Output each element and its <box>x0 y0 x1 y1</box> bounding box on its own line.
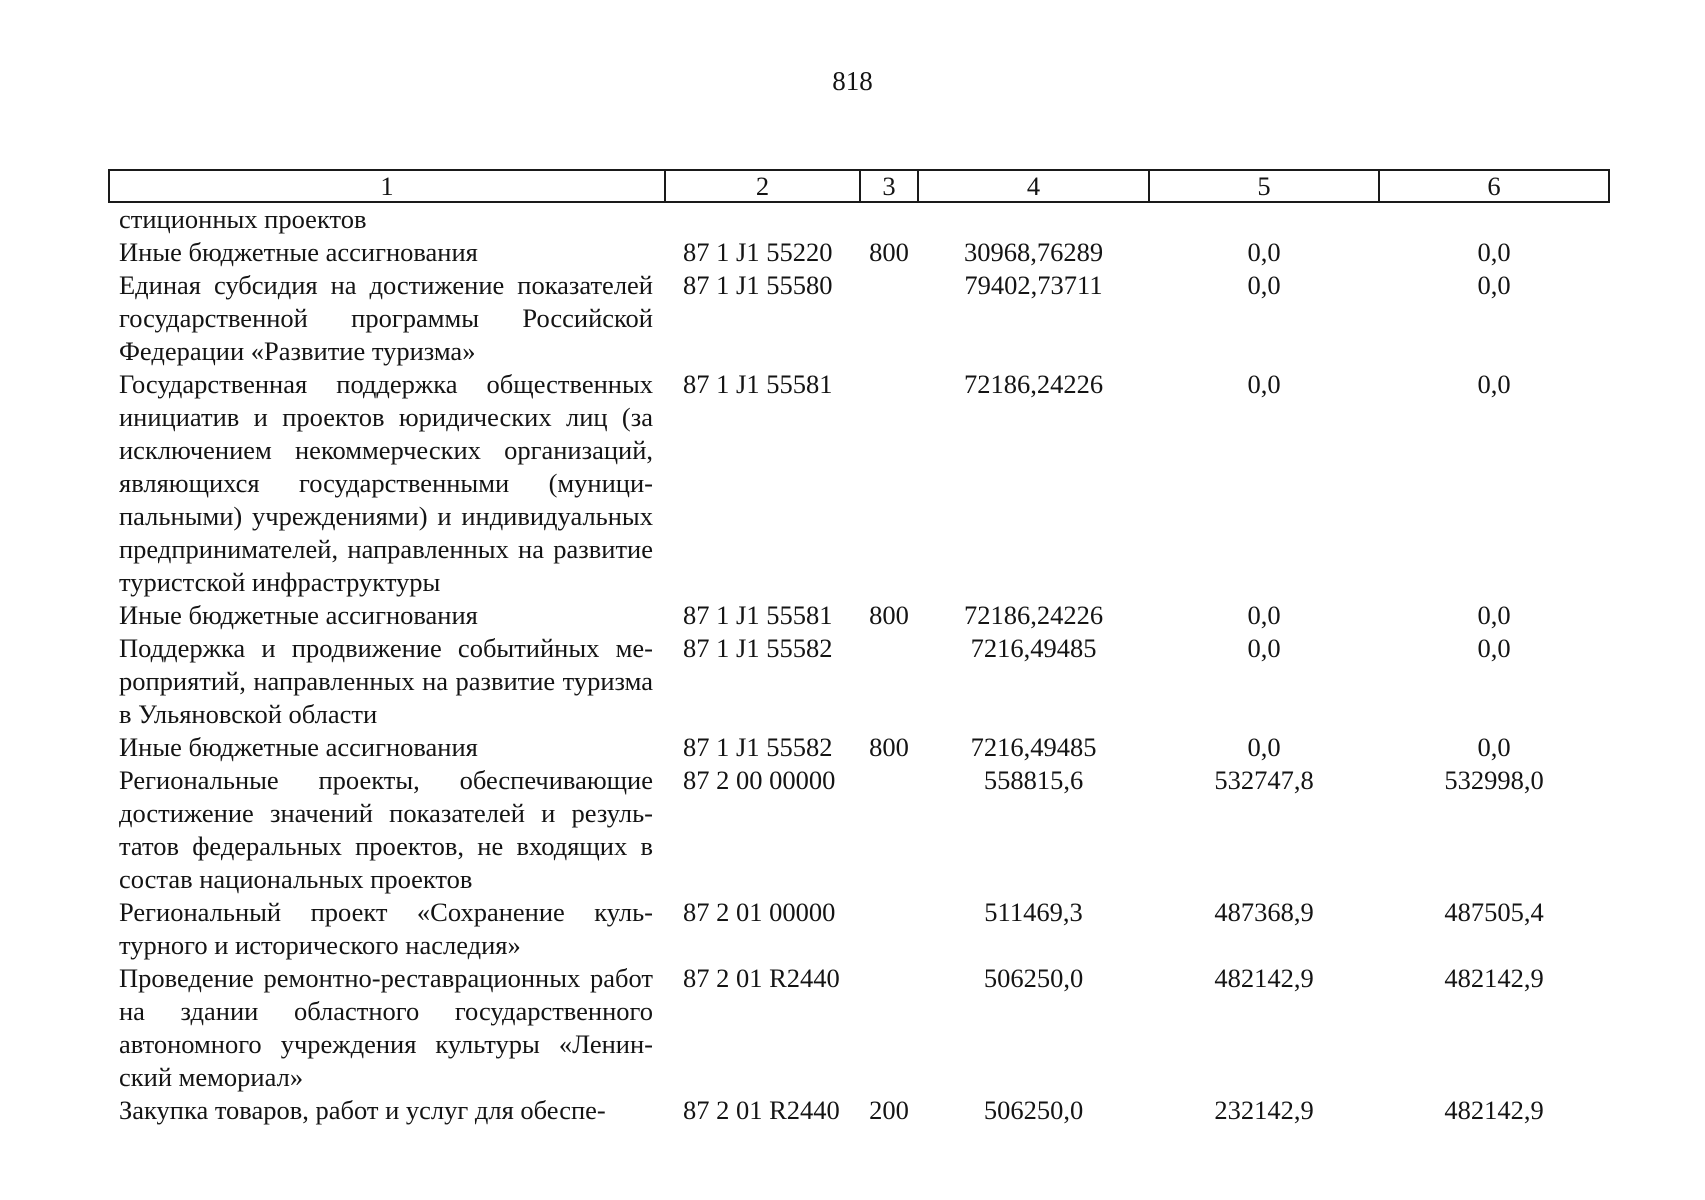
row-code: 87 2 01 R2440 <box>683 963 840 993</box>
table-row <box>109 731 1609 764</box>
table-header <box>109 170 1609 202</box>
row-value-6: 482142,9 <box>1444 1095 1544 1125</box>
row-kind: 800 <box>869 732 909 762</box>
row-value-6: 0,0 <box>1477 270 1511 300</box>
row-name: Региональный проект «Сохранение культурного и исторического наследия» <box>119 897 653 960</box>
row-code: 87 1 J1 55580 <box>683 270 833 300</box>
row-value-6: 0,0 <box>1477 237 1511 267</box>
row-value-4: 7216,49485 <box>970 732 1097 762</box>
row-value-6: 0,0 <box>1477 369 1511 399</box>
row-value-5: 0,0 <box>1247 369 1281 399</box>
row-value-5: 0,0 <box>1247 732 1281 762</box>
table-row <box>109 599 1609 632</box>
table-row <box>109 896 1609 962</box>
row-name: Закупка товаров, работ и услуг для обеспе- <box>119 1095 606 1125</box>
row-kind <box>860 896 918 962</box>
row-value-5: 0,0 <box>1247 237 1281 267</box>
row-kind <box>860 202 918 236</box>
row-name: Проведение ремонтно-реставрационных работ на здании областного государственного автономного учреждения культуры «Ленинский мемориал» <box>119 963 653 1092</box>
row-value-4: 511469,3 <box>984 897 1083 927</box>
row-value-4: 79402,73711 <box>964 270 1103 300</box>
row-name: Иные бюджетные ассигнования <box>119 237 478 267</box>
row-value-5 <box>1149 202 1379 236</box>
row-value-6: 487505,4 <box>1444 897 1544 927</box>
row-value-6: 0,0 <box>1477 633 1511 663</box>
row-value-6: 0,0 <box>1477 732 1511 762</box>
header-row <box>109 170 1609 202</box>
row-name: стиционных проектов <box>119 204 367 234</box>
table-row <box>109 368 1609 599</box>
row-kind: 800 <box>869 600 909 630</box>
row-kind <box>860 269 918 368</box>
row-kind: 200 <box>869 1095 909 1125</box>
row-name: Региональные проекты, обеспечивающие достижение значений показателей и результатов федеральных проектов, не входящих в состав национальных проектов <box>119 765 653 894</box>
row-code: 87 1 J1 55581 <box>683 369 833 399</box>
table-row <box>109 1094 1609 1127</box>
header-col-1: 1 <box>109 170 665 202</box>
row-value-4 <box>918 202 1149 236</box>
row-code: 87 1 J1 55220 <box>683 237 833 267</box>
row-value-5: 232142,9 <box>1214 1095 1314 1125</box>
row-value-4: 30968,76289 <box>963 237 1104 267</box>
row-code: 87 2 01 00000 <box>683 897 836 927</box>
row-kind <box>860 764 918 896</box>
row-value-5: 482142,9 <box>1214 963 1314 993</box>
header-col-3: 3 <box>860 170 918 202</box>
row-value-4: 558815,6 <box>983 765 1084 795</box>
row-code <box>665 202 860 236</box>
row-kind <box>860 632 918 731</box>
header-col-2: 2 <box>665 170 860 202</box>
row-value-6 <box>1379 202 1609 236</box>
row-name: Иные бюджетные ассигнования <box>119 732 478 762</box>
row-value-5: 0,0 <box>1247 633 1281 663</box>
row-value-4: 506250,0 <box>983 1095 1084 1125</box>
row-value-5: 0,0 <box>1247 600 1281 630</box>
row-kind: 800 <box>869 237 909 267</box>
row-value-5: 532747,8 <box>1214 765 1314 795</box>
budget-table <box>108 169 1610 1127</box>
row-value-5: 0,0 <box>1247 270 1281 300</box>
table-row <box>109 236 1609 269</box>
row-value-6: 532998,0 <box>1444 765 1544 795</box>
header-col-4: 4 <box>918 170 1149 202</box>
header-col-6: 6 <box>1379 170 1609 202</box>
header-col-5: 5 <box>1149 170 1379 202</box>
table-body <box>109 202 1609 1127</box>
row-value-5: 487368,9 <box>1214 897 1314 927</box>
row-name: Поддержка и продвижение событийных мероприятий, направленных на развитие туризма в Ульяновской области <box>119 633 653 729</box>
row-kind <box>860 368 918 599</box>
table-row <box>109 269 1609 368</box>
row-name: Иные бюджетные ассигнования <box>119 600 478 630</box>
row-value-6: 482142,9 <box>1444 963 1544 993</box>
page-number: 818 <box>832 66 873 96</box>
table-row <box>109 202 1609 236</box>
row-value-6: 0,0 <box>1477 600 1511 630</box>
row-name: Единая субсидия на достижение показателей государственной программы Российской Федерации «Развитие туризма» <box>119 270 653 366</box>
row-value-4: 72186,24226 <box>963 600 1104 630</box>
row-code: 87 1 J1 55582 <box>683 732 833 762</box>
row-kind <box>860 962 918 1094</box>
row-code: 87 2 01 R2440 <box>683 1095 840 1125</box>
table-row <box>109 764 1609 896</box>
row-value-4: 7216,49485 <box>970 633 1097 663</box>
row-code: 87 1 J1 55581 <box>683 600 833 630</box>
table-row <box>109 632 1609 731</box>
table-row <box>109 962 1609 1094</box>
row-value-4: 506250,0 <box>983 963 1084 993</box>
row-code: 87 2 00 00000 <box>683 765 836 795</box>
row-name: Государственная поддержка общественных инициатив и проектов юридических лиц (за исключением некоммерческих организаций, являющихся государственными (муниципальными) учреждениями) и индивидуальных предпринимателей, направленных на развитие туристской инфраструктуры <box>119 369 653 597</box>
row-value-4: 72186,24226 <box>963 369 1104 399</box>
row-code: 87 1 J1 55582 <box>683 633 833 663</box>
